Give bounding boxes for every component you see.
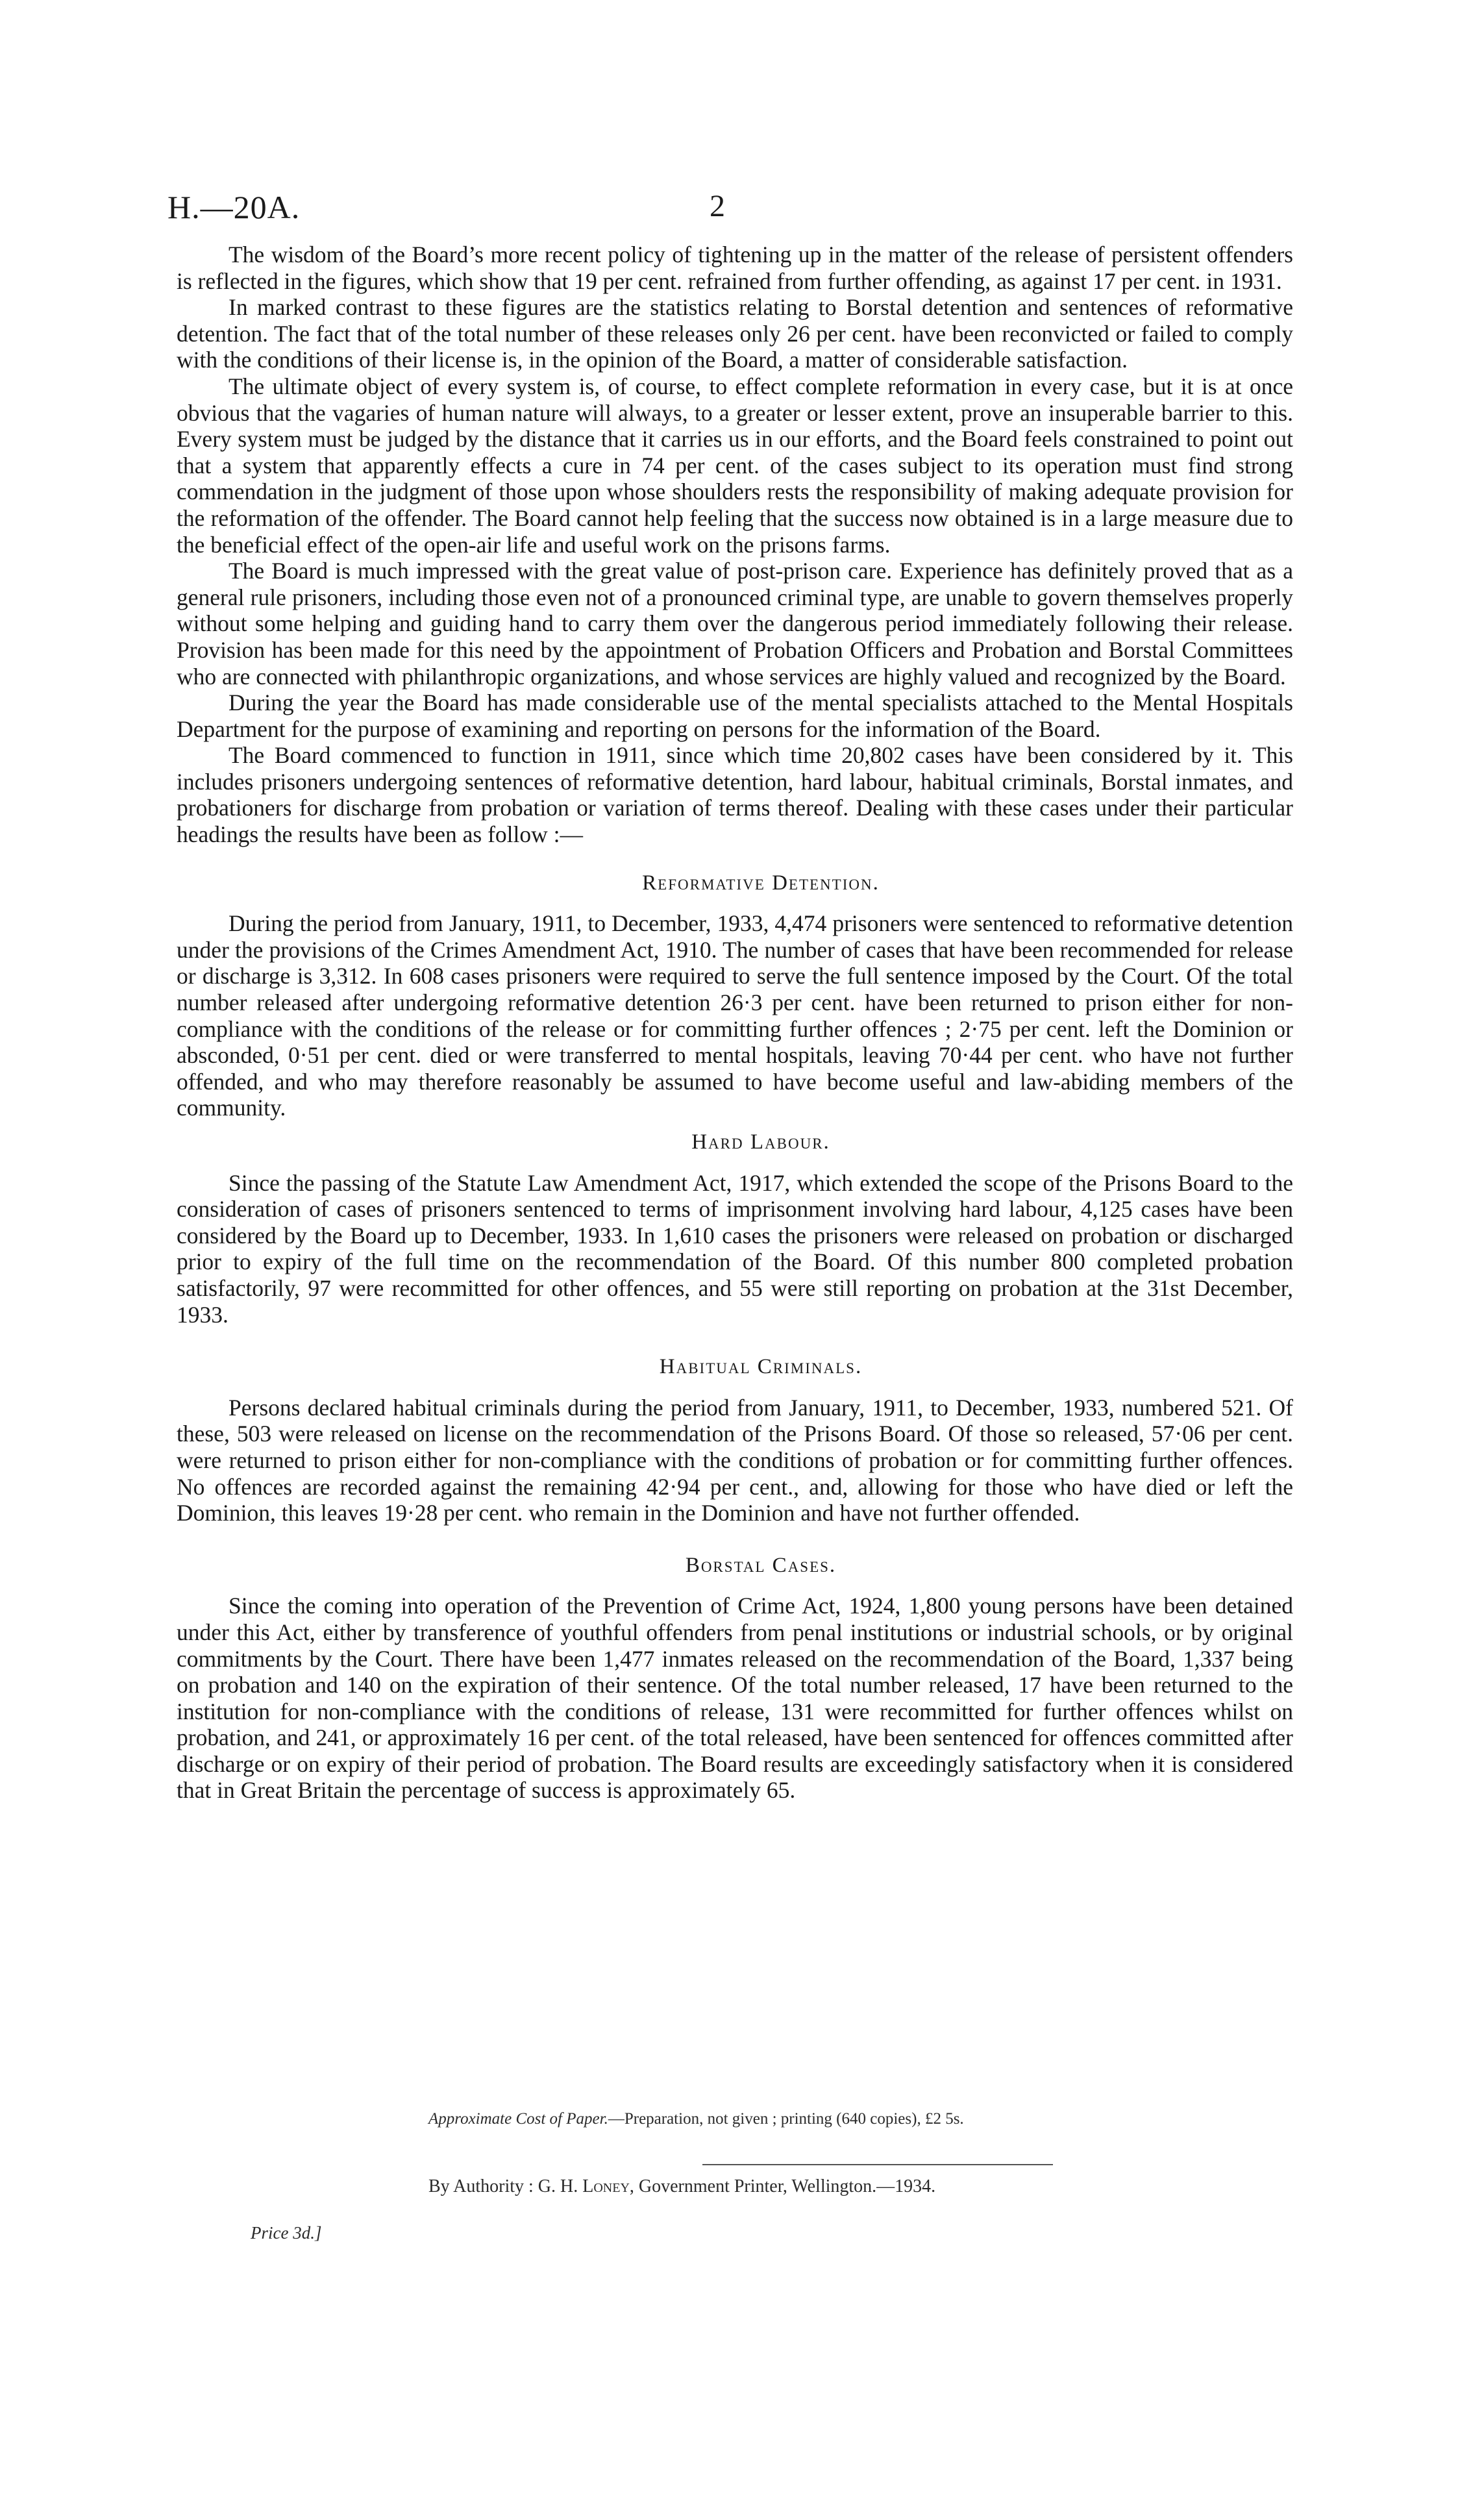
intro-paragraph-borstal-contrast: In marked contrast to these figures are the statistics relating to Borstal detention and sentences of reformative detention. The fact that of the total number of these releases only 26 per cent. have been reconvicted or failed to comply with the conditions of their license is, in the opinion of the Board, a matter of considerable satisfaction.	[177, 294, 1293, 373]
intro-paragraph-policy: The wisdom of the Board’s more recent policy of tightening up in the matter of the release of persistent offenders is reflected in the figures, which show that 19 per cent. refrained from further offending, as against 17 per cent. in 1931.	[177, 242, 1293, 294]
section-heading-borstal-cases: Borstal Cases.	[685, 1553, 837, 1577]
intro-paragraph-board-function: The Board commenced to function in 1911, since which time 20,802 cases have been considered by it. This includes prisoners undergoing sentences of reformative detention, hard labour, habitual criminals, Borstal inmates, and probationers for discharge from probation or variation of terms thereof. Dealing with these cases under their particular headings the results have been as follow :—	[177, 742, 1293, 848]
printer-authority-line	[428, 2176, 935, 2197]
intro-paragraph-mental-specialists: During the year the Board has made considerable use of the mental specialists attached to the Mental Hospitals Department for the purpose of examining and reporting on persons for the information of the Board.	[177, 690, 1293, 742]
price-note: Price 3d.]	[251, 2223, 322, 2243]
intro-paragraph-post-prison-care: The Board is much impressed with the great value of post-prison care. Experience has definitely proved that as a general rule prisoners, including those even not of a pronounced criminal type, are unable to govern themselves properly without some helping and guiding hand to carry them over the dangerous period immediately following their release. Provision has been made for this need by the appointment of Probation Officers and Probation and Borstal Committees who are connected with philanthropic organizations, and whose services are highly valued and recognized by the Board.	[177, 558, 1293, 690]
footer-divider	[702, 2164, 1053, 2165]
printer-name: G. H. Loney,	[538, 2176, 634, 2196]
section-text-borstal-cases: Since the coming into operation of the Prevention of Crime Act, 1924, 1,800 young persons have been detained under this Act, either by transference of youthful offenders from penal institutions or industrial schools, or by original commitments by the Court. There have been 1,477 inmates released on the recommendation of the Board, 1,337 being on probation and 140 on the expiration of their sentence. Of the total number released, 17 have been returned to the institution for non-compliance with the conditions of release, 131 were recommitted for further offences whilst on probation, and 241, or approximately 16 per cent. of the total released, have been sentenced for offences committed after discharge or on expiry of their period of probation. The Board results are exceedingly satisfactory when it is considered that in Great Britain the percentage of success is approximately 65.	[177, 1593, 1293, 1804]
page-header	[0, 188, 1484, 240]
cost-note-label: Approximate Cost of Paper.	[428, 2110, 608, 2128]
section-text-hard-labour: Since the passing of the Statute Law Amendment Act, 1917, which extended the scope of the Prisons Board to the consideration of cases of prisoners sentenced to terms of imprisonment involving hard labour, 4,125 cases have been considered by the Board up to December, 1933. In 1,610 cases the prisoners were released on probation or discharged prior to expiry of the full time on the recommendation of the Board. Of this number 800 completed probation satisfactorily, 97 were recommitted for other offences, and 55 were still reporting on probation at the 31st December, 1933.	[177, 1169, 1293, 1328]
authority-prefix: By Authority :	[428, 2176, 534, 2196]
section-heading-reformative-detention: Reformative Detention.	[642, 871, 880, 895]
section-text-habitual-criminals: Persons declared habitual criminals during the period from January, 1911, to December, 1933, numbered 521. Of these, 503 were released on license on the recommendation of the Prisons Board. Of those so released, 57·06 per cent. were returned to prison either for non-compliance with the conditions of probation or for committing further offences. No offences are recorded against the remaining 42·94 per cent., and, allowing for those who have died or left the Dominion, this leaves 19·28 per cent. who remain in the Dominion and have not further offended.	[177, 1394, 1293, 1526]
section-heading-habitual-criminals: Habitual Criminals.	[659, 1355, 863, 1379]
document-reference: H.—20A.	[167, 189, 301, 225]
section-heading-hard-labour: Hard Labour.	[691, 1130, 830, 1154]
intro-paragraph-reformation: The ultimate object of every system is, of course, to effect complete reformation in every case, but it is at once obvious that the vagaries of human nature will always, to a greater or lesser extent, prove an insuperable barrier to this. Every system must be judged by the distance that it carries us in our efforts, and the Board feels constrained to point out that a system that apparently effects a cure in 74 per cent. of the cases subject to its operation must find strong commendation in the judgment of those upon whose shoulders rests the responsibility of making adequate provision for the reformation of the offender. The Board cannot help feeling that the success now obtained is in a large measure due to the beneficial effect of the open-air life and useful work on the prisons farms.	[177, 373, 1293, 558]
authority-suffix: Government Printer, Wellington.—1934.	[638, 2176, 936, 2196]
section-text-reformative-detention: During the period from January, 1911, to December, 1933, 4,474 prisoners were sentenced to reformative detention under the provisions of the Crimes Amendment Act, 1910. The number of cases that have been recommended for release or discharge is 3,312. In 608 cases prisoners were required to serve the full sentence imposed by the Court. Of the total number released after undergoing reformative detention 26·3 per cent. have been returned to prison either for non-compliance with the conditions of the release or for committing further offences ; 2·75 per cent. left the Dominion or absconded, 0·51 per cent. died or were transferred to mental hospitals, leaving 70·44 per cent. who have not further offended, and who may therefore reasonably be assumed to have become useful and law-abiding members of the community.	[177, 910, 1293, 1121]
approximate-cost-note	[428, 2110, 964, 2128]
document-body	[177, 242, 1293, 1804]
cost-note-text: —Preparation, not given ; printing (640 copies), £2 5s.	[608, 2110, 964, 2128]
page-number: 2	[710, 189, 725, 223]
